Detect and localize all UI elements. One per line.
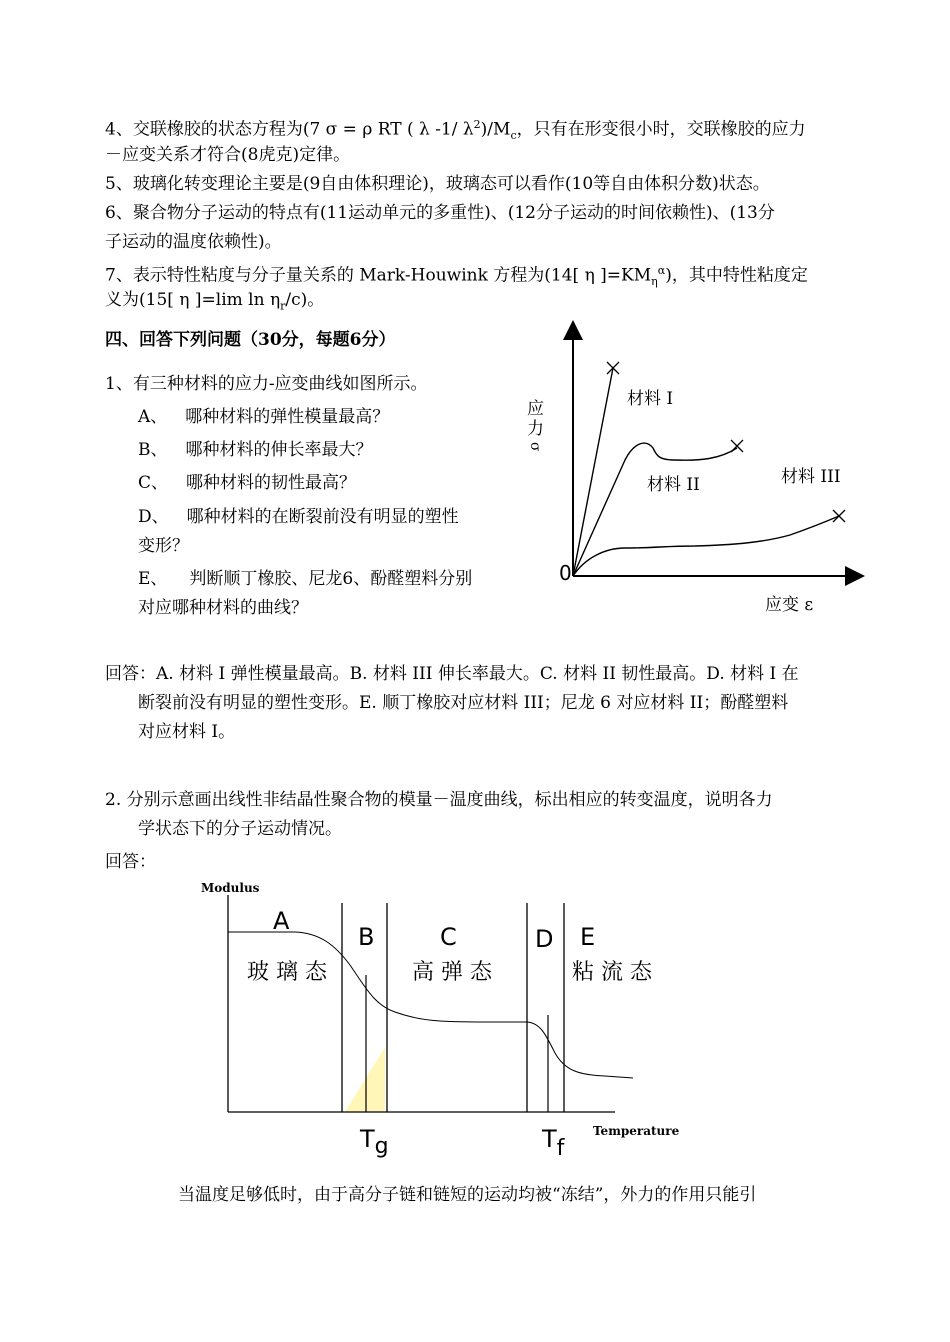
question-2-line-1: 2. 分别示意画出线性非结晶性聚合物的模量－温度曲线，标出相应的转变温度，说明各力 [105, 790, 773, 810]
break-mark-material-2 [731, 440, 743, 452]
subscript-r: r [280, 299, 286, 313]
state-flow-label: 粘 流 态 [572, 960, 652, 985]
option-a-label: A、 [138, 407, 168, 427]
question-1-option-d-cont: 变形？ [138, 536, 189, 556]
superscript-2: 2 [473, 118, 481, 131]
answer-1-line-3: 对应材料 I。 [138, 722, 236, 742]
y-label-li: 力 [527, 419, 544, 439]
state-rubber-label: 高 弹 态 [412, 960, 492, 985]
y-label-sigma: σ [527, 442, 543, 452]
option-e-text: 判断顺丁橡胶、尼龙6、酚醛塑料分别 [189, 569, 473, 589]
tg-highlight-region [345, 1047, 385, 1112]
statement-4-text: 4、交联橡胶的状态方程为(7 σ = ρ RT ( λ -1/ λ [105, 119, 474, 140]
statement-7-def: 义为(15[ η ]=lim ln η [105, 290, 281, 310]
modulus-temperature-figure [195, 875, 695, 1165]
curve-material-1 [573, 368, 613, 576]
answer-1-line-2: 断裂前没有明显的塑性变形。E. 顺丁橡胶对应材料 III；尼龙 6 对应材料 II；酚醛塑料 [138, 693, 789, 713]
answer-2-label: 回答： [105, 852, 156, 872]
question-2-line-2: 学状态下的分子运动情况。 [138, 819, 342, 839]
statement-4-text-c: ，只有在形变很小时，交联橡胶的应力 [516, 119, 806, 140]
modulus-curve [228, 932, 633, 1078]
label-material-3: 材料 III [781, 467, 841, 487]
temperature-axis-label: Temperature [593, 1124, 680, 1138]
statement-4-text-b: )/M [480, 119, 511, 140]
option-c-text: 哪种材料的韧性最高？ [186, 473, 357, 493]
option-e-label: E、 [138, 569, 168, 589]
statement-7-text-b: )，其中特性粘度定 [665, 265, 808, 286]
statement-6-line-1: 6、聚合物分子运动的特点有(11运动单元的多重性)、(12分子运动的时间依赖性)、(13分 [105, 203, 775, 223]
break-mark-material-3 [833, 510, 845, 522]
question-1-option-b [138, 438, 373, 462]
curve-material-2 [573, 443, 737, 576]
section-4-heading: 四、回答下列问题（30分，每题6分） [105, 330, 396, 350]
subscript-eta: η [651, 275, 658, 289]
statement-7-text: 7、表示特性粘度与分子量关系的 Mark-Houwink 方程为(14[ η ]=KM [105, 265, 652, 286]
question-1-title: 1、有三种材料的应力-应变曲线如图所示。 [105, 374, 428, 394]
origin-label: 0 [559, 561, 572, 585]
state-glass-label: 玻 璃 态 [247, 960, 327, 985]
option-a-text: 哪种材料的弹性模量最高？ [185, 407, 390, 427]
region-letter-a: A [273, 907, 290, 935]
x-axis-label: 应变 ε [765, 595, 814, 615]
y-label-ying: 应 [527, 399, 544, 419]
region-letter-d: D [535, 925, 554, 953]
question-1-option-c [138, 471, 356, 495]
option-d-text: 哪种材料的在断裂前没有明显的塑性 [186, 507, 459, 527]
option-d-label: D、 [138, 507, 169, 527]
superscript-alpha: α [657, 264, 666, 277]
subscript-c: c [510, 129, 517, 143]
statement-7-line-2 [105, 288, 324, 318]
option-b-text: 哪种材料的伸长率最大？ [185, 440, 373, 460]
modulus-axis-label: Modulus [201, 881, 260, 895]
statement-6-line-2: 子运动的温度依赖性)。 [105, 232, 282, 252]
question-1-option-a [138, 405, 389, 429]
statement-7-def-b: /c)。 [285, 290, 325, 310]
tf-label-sub: f [556, 1136, 565, 1161]
question-1-option-e [138, 567, 472, 591]
statement-4-line-2: －应变关系才符合(8虎克)定律。 [105, 145, 351, 165]
tg-label [359, 1125, 389, 1159]
label-material-2: 材料 II [647, 475, 700, 495]
tg-label-t: T [360, 1125, 375, 1153]
explanation-line-1: 当温度足够低时，由于高分子链和链短的运动均被“冻结”，外力的作用只能引 [178, 1185, 757, 1205]
break-mark-material-1 [607, 362, 619, 374]
answer-1-line-1: 回答：A. 材料 I 弹性模量最高。B. 材料 III 伸长率最大。C. 材料 II 韧性最高。D. 材料 I 在 [105, 664, 799, 684]
question-1-option-e-cont: 对应哪种材料的曲线？ [138, 598, 308, 618]
curve-material-3 [573, 516, 839, 576]
label-material-1: 材料 I [627, 389, 674, 409]
stress-strain-figure [515, 320, 875, 620]
option-b-label: B、 [138, 440, 168, 460]
option-c-label: C、 [138, 473, 169, 493]
tf-label [541, 1125, 566, 1161]
statement-5: 5、玻璃化转变理论主要是(9自由体积理论)，玻璃态可以看作(10等自由体积分数)状态。 [105, 174, 770, 194]
tf-label-t: T [542, 1125, 557, 1153]
region-letter-b: B [358, 923, 375, 951]
tg-label-sub: g [374, 1134, 389, 1159]
question-1-option-d [138, 505, 459, 529]
region-letter-c: C [440, 923, 457, 951]
region-letter-e: E [580, 923, 596, 951]
